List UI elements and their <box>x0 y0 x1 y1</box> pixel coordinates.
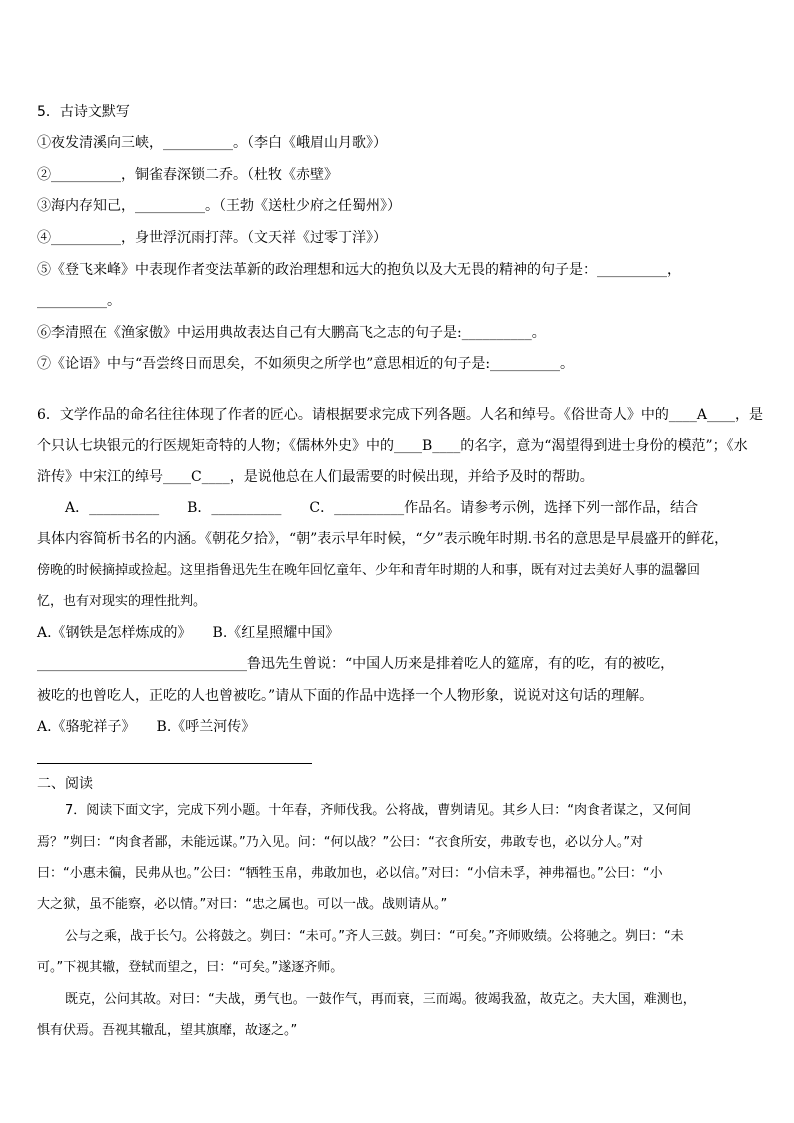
question-6-options-2: A.《骆驼祥子》 B.《呼兰河传》 <box>37 719 256 735</box>
section-reading-heading: 二、阅读 <box>37 776 93 792</box>
section-5-heading: 5．古诗文默写 <box>37 104 130 120</box>
question-6-line-10: 被吃的也曾吃人，正吃的人也曾被吃。”请从下面的作品中选择一个人物形象，说说对这句话的理解。 <box>37 688 654 704</box>
passage-line-4: 大之狱，虽不能察，必以情。”对曰：“忠之属也。可以一战。战则请从。” <box>37 897 448 912</box>
passage-line-7: 既克，公问其故。对曰：“夫战，勇气也。一鼓作气，再而衰，三而竭。彼竭我盈，故克之。夫大国，难测也， <box>65 992 696 1007</box>
passage-line-5: 公与之乘，战于长勺。公将鼓之。刿曰：“未可。”齐人三鼓。刿曰：“可矣。”齐师败绩。公将驰之。刿曰：“未 <box>65 929 684 944</box>
question-6-line-9: ______________________________鲁迅先生曾说：“中国人历来是排着吃人的筵席，有的吃，有的被吃， <box>37 656 675 672</box>
question-6-line-3: 浒传》中宋江的绰号____C____，是说他总在人们最需要的时候出现，并给予及时的帮助。 <box>37 469 594 485</box>
passage-line-1: 7．阅读下面文字，完成下列小题。十年春，齐师伐我。公将战，曹刿请见。其乡人曰：“肉食者谋之，又何间 <box>65 803 692 818</box>
question-5-item-2: ②__________，铜雀春深锁二乔。（杜牧《赤壁》 <box>37 167 338 183</box>
question-6-line-7: 忆，也有对现实的理性批判。 <box>37 594 207 609</box>
question-5-item-4: ④__________，身世浮沉雨打萍。（文天祥《过零丁洋》） <box>37 230 387 246</box>
question-6-line-2: 个只认七块银元的行医规矩奇特的人物；《儒林外史》中的____B____的名字，意为“渴望得到进士身份的模范”；《水 <box>37 438 748 454</box>
question-5-item-5: ⑤《登飞来峰》中表现作者变法革新的政治理想和远大的抱负以及大无畏的精神的句子是：__________， <box>37 262 681 278</box>
passage-line-3: 曰：“小惠未徧，民弗从也。”公曰：“牺牲玉帛，弗敢加也，必以信。”对曰：“小信未孚，神弗福也。”公曰：“小 <box>37 866 663 881</box>
question-6-line-4: A．__________ B．__________ C．__________作品名。请参考示例，选择下列一部作品，结合 <box>65 500 699 516</box>
question-5-item-7: ⑦《论语》中与“吾尝终日而思矣，不如须臾之所学也”意思相近的句子是:__________。 <box>37 356 575 372</box>
question-6-line-1: 6．文学作品的命名往往体现了作者的匠心。请根据要求完成下列各题。人名和绰号。《俗世奇人》中的____A____，是 <box>37 407 764 423</box>
question-6-line-6: 傍晚的时候摘掉或捡起。这里指鲁迅先生在晚年回忆童年、少年和青年时期的人和事，既有对过去美好人事的温馨回 <box>37 563 701 578</box>
question-5-item-6: ⑥李清照在《渔家傲》中运用典故表达自己有大鹏高飞之志的句子是:__________。 <box>37 325 546 341</box>
passage-line-8: 惧有伏焉。吾视其辙乱，望其旗靡，故逐之。” <box>37 1023 298 1038</box>
question-6-options-1: A.《钢铁是怎样炼成的》 B.《红星照耀中国》 <box>37 625 340 641</box>
question-5-item-3: ③海内存知己，__________。（王勃《送杜少府之任蜀州》） <box>37 198 401 214</box>
passage-line-6: 可。”下视其辙，登轼而望之，曰：“可矣。”遂逐齐师。 <box>37 960 344 975</box>
question-5-item-5-cont: __________。 <box>37 293 121 309</box>
passage-line-2: 焉？”刿曰：“肉食者鄙，未能远谋。”乃入见。问：“何以战？”公曰：“衣食所安，弗敢专也，必以分人。”对 <box>37 835 644 850</box>
question-5-item-1: ①夜发清溪向三峡，__________。（李白《峨眉山月歌》） <box>37 135 387 151</box>
question-6-line-5: 具体内容简析书名的内涵。《朝花夕拾》，“朝”表示早年时候，“夕”表示晚年时期.书名的意思是早晨盛开的鲜花， <box>37 531 729 547</box>
answer-underline <box>37 763 312 764</box>
